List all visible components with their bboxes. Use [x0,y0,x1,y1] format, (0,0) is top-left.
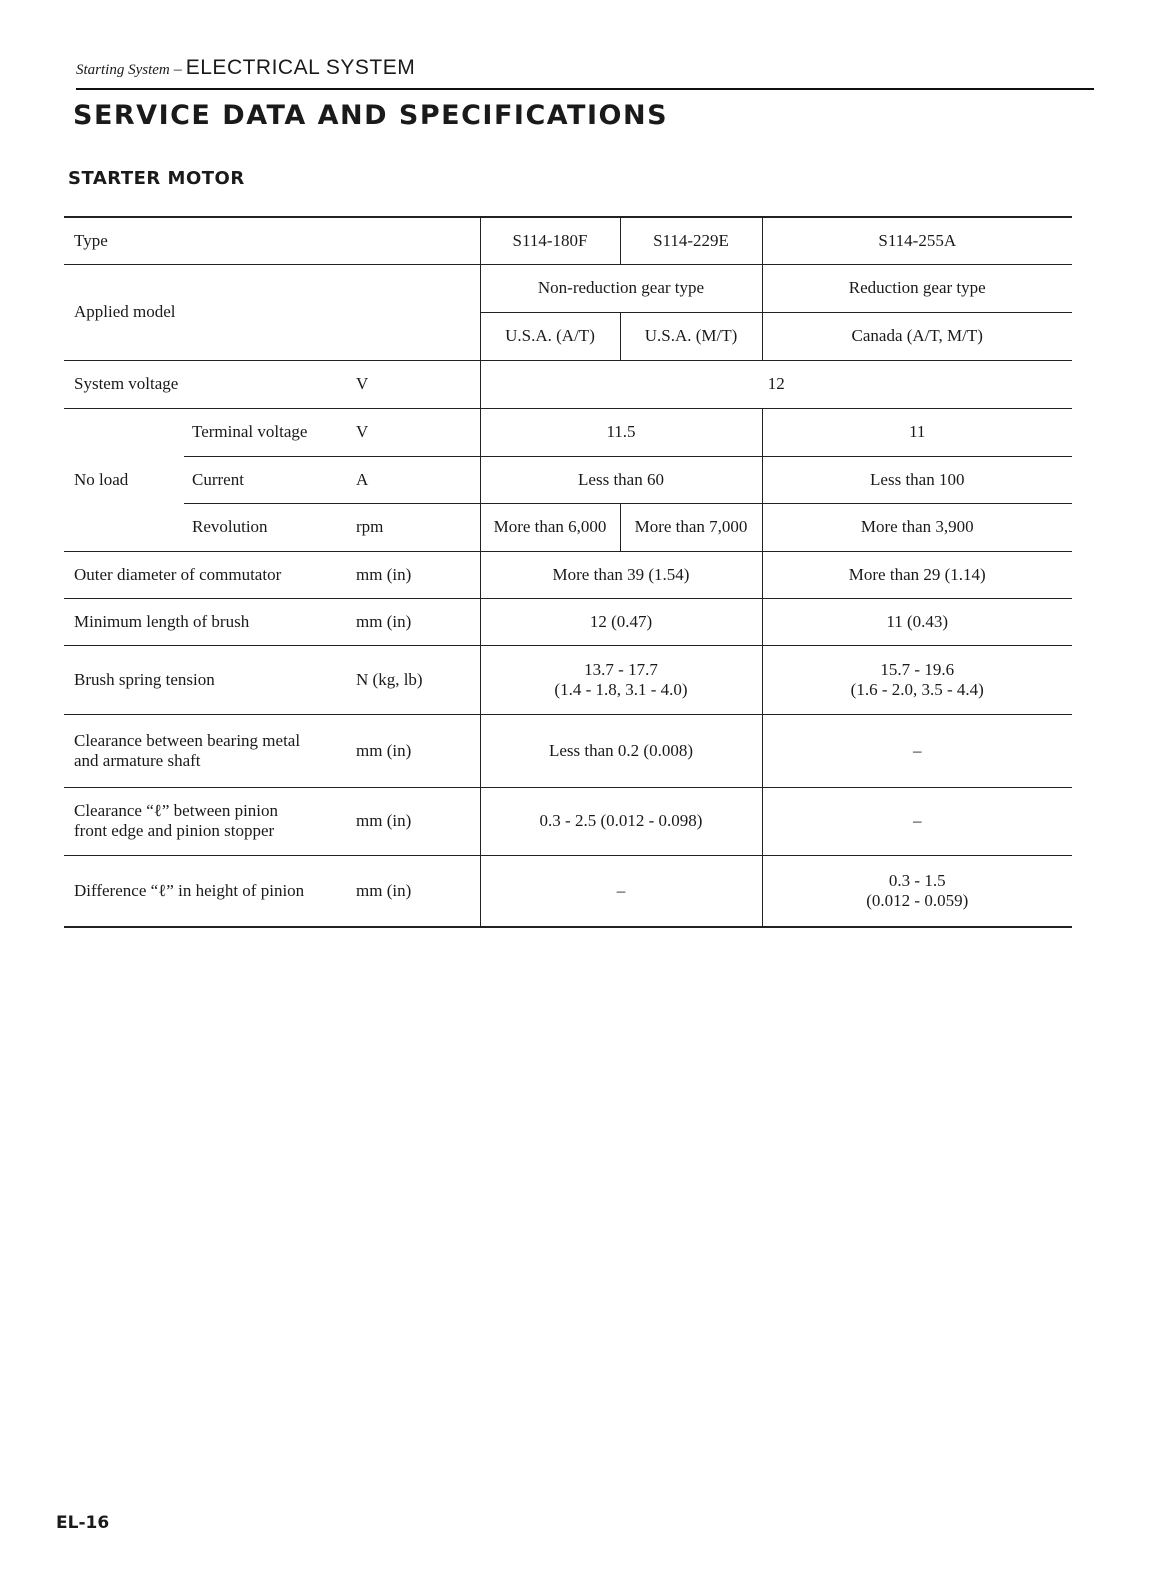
bearing-clearance-value-2: – [762,714,1072,787]
terminal-voltage-value-1: 11.5 [480,408,762,456]
revolution-value-2: More than 7,000 [620,503,762,551]
spring-tension-row [64,645,1072,714]
type-label: Type [74,230,108,250]
applied-model-label: Applied model [74,302,176,321]
gear-type-reduction: Reduction gear type [762,264,1072,312]
terminal-voltage-label: Terminal voltage [184,408,356,456]
commutator-value-2: More than 29 (1.14) [762,551,1072,598]
current-value-1: Less than 60 [480,456,762,503]
revolution-label: Revolution [192,517,268,536]
pinion-clearance-unit: mm (in) [356,811,412,830]
revolution-value-1: More than 6,000 [480,503,620,551]
pinion-clearance-label-line-2: front edge and pinion stopper [74,821,275,840]
pinion-height-value-2 [762,855,1072,927]
model-usa-mt: U.S.A. (M/T) [620,312,762,360]
brush-length-label: Minimum length of brush [74,611,250,631]
type-row [64,217,1072,264]
commutator-label: Outer diameter of commutator [74,564,282,584]
revolution-value-3: More than 3,900 [762,503,1072,551]
pinion-height-row [64,855,1072,927]
header-system: ELECTRICAL SYSTEM [185,56,416,79]
spring-tension-value-1 [480,645,762,714]
commutator-row [64,551,1072,598]
terminal-voltage-value-2: 11 [762,408,1072,456]
system-voltage-label: System voltage [74,374,179,393]
spring-tension-value-1-alt: (1.4 - 1.8, 3.1 - 4.0) [554,679,688,699]
page-number: EL-16 [56,1513,110,1533]
revolution-unit: rpm [356,517,384,536]
spring-tension-value-2-alt: (1.6 - 2.0, 3.5 - 4.4) [850,679,984,699]
system-voltage-unit: V [356,374,369,393]
terminal-voltage-unit: V [356,408,480,456]
spring-tension-value-1-range: 13.7 - 17.7 [584,659,658,679]
pinion-height-value-2-alt: (0.012 - 0.059) [866,890,969,910]
spring-tension-unit: N (kg, lb) [356,669,423,689]
current-label: Current [184,456,356,503]
spring-tension-label: Brush spring tension [74,669,215,689]
type-s114-180f: S114-180F [480,217,620,264]
brush-length-unit: mm (in) [356,611,412,631]
gear-type-non-reduction: Non-reduction gear type [480,264,762,312]
system-voltage-row [64,360,1072,408]
spring-tension-value-2-range: 15.7 - 19.6 [880,659,955,679]
spring-tension-value-2 [762,645,1072,714]
pinion-clearance-row [64,787,1072,855]
header-section: Starting System [76,62,170,78]
header-dash: – [173,61,182,78]
system-voltage-value: 12 [480,360,1072,408]
current-row [64,456,1072,503]
pinion-clearance-value-2: – [762,787,1072,855]
pinion-height-value-2-range: 0.3 - 1.5 [888,870,946,890]
bearing-clearance-unit: mm (in) [356,740,412,760]
bearing-clearance-value-1: Less than 0.2 (0.008) [480,714,762,787]
type-s114-229e: S114-229E [620,217,762,264]
applied-model-row [64,264,1072,312]
commutator-unit: mm (in) [356,564,412,584]
bearing-clearance-row [64,714,1072,787]
brush-length-value-1: 12 (0.47) [480,598,762,645]
pinion-clearance-value-1: 0.3 - 2.5 (0.012 - 0.098) [480,787,762,855]
section-title: STARTER MOTOR [68,168,245,189]
model-canada: Canada (A/T, M/T) [762,312,1072,360]
type-s114-255a: S114-255A [762,217,1072,264]
pinion-height-value-1: – [480,855,762,927]
pinion-clearance-label [64,787,356,855]
pinion-height-unit: mm (in) [356,880,412,900]
pinion-height-label: Difference “ℓ” in height of pinion [74,880,305,900]
model-usa-at: U.S.A. (A/T) [480,312,620,360]
page-header [76,56,1094,90]
bearing-clearance-label [64,714,356,787]
brush-length-row [64,598,1072,645]
starter-motor-spec-table [64,216,1072,928]
page-title: SERVICE DATA AND SPECIFICATIONS [73,100,669,131]
no-load-label: No load [64,408,184,551]
revolution-row [64,503,1072,551]
current-value-2: Less than 100 [762,456,1072,503]
bearing-clearance-label-line-1: Clearance between bearing metal [74,730,301,750]
current-unit: A [356,456,480,503]
bearing-clearance-label-line-2: and armature shaft [74,750,201,770]
commutator-value-1: More than 39 (1.54) [480,551,762,598]
brush-length-value-2: 11 (0.43) [762,598,1072,645]
pinion-clearance-label-line-1: Clearance “ℓ” between pinion [74,801,279,820]
terminal-voltage-row [64,408,1072,456]
